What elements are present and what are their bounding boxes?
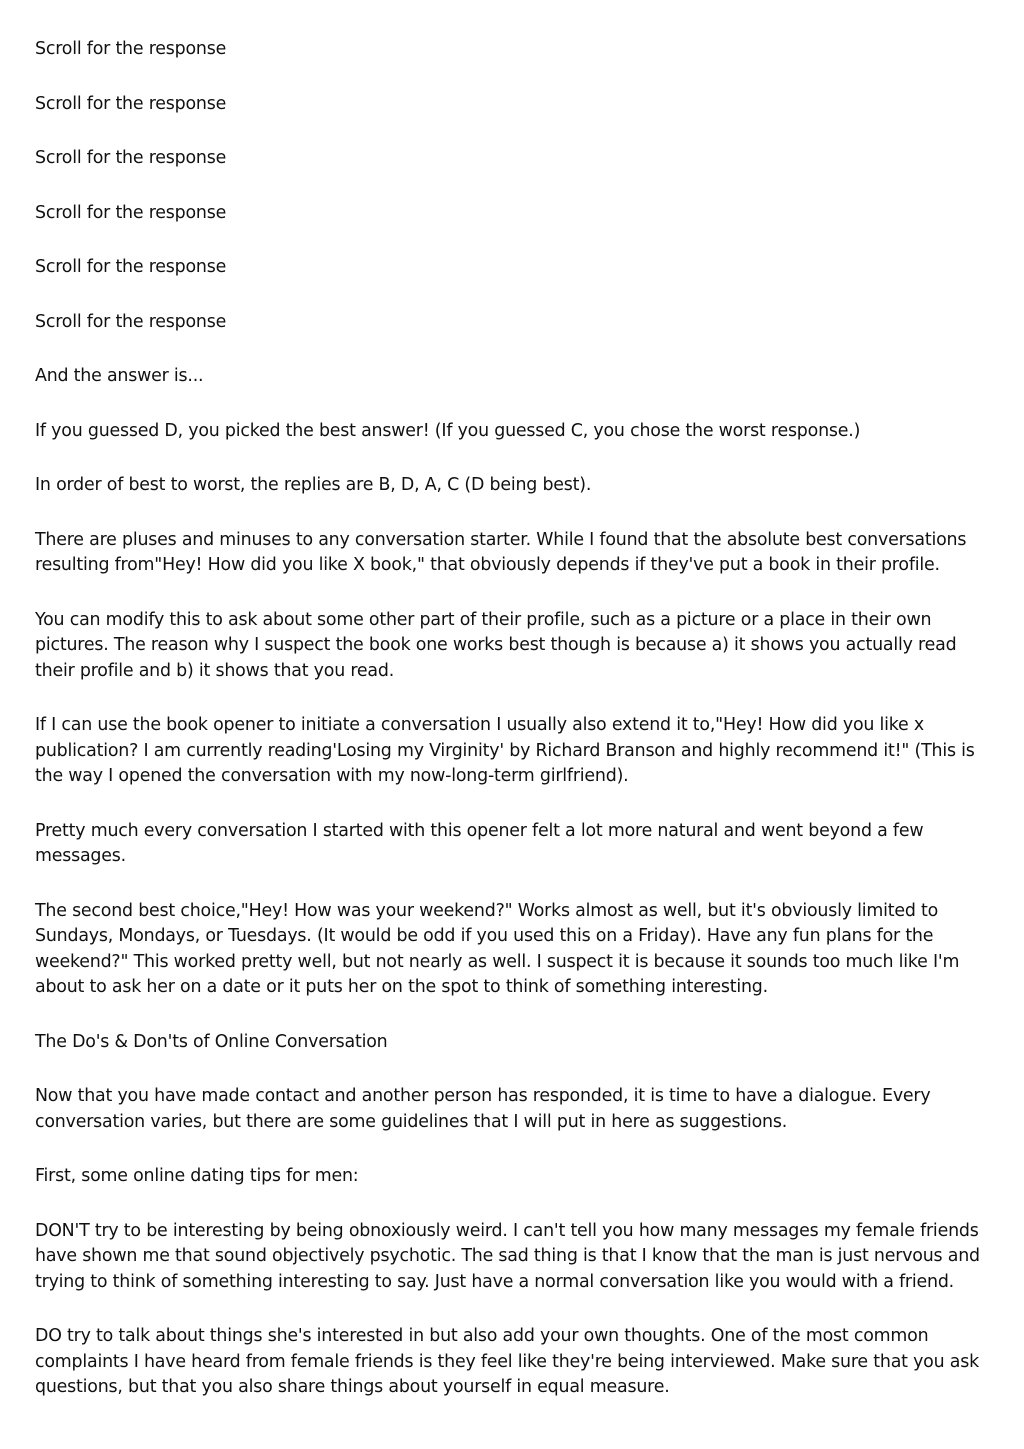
paragraph-second-best: The second best choice,"Hey! How was your weekend?" Works almost as well, but it's obviously limited to Sundays, Mondays, or Tuesdays. (It would be odd if you used this on a Friday). Have any fun plans for the weekend?" This worked pretty well, but not nearly as well. I suspect it is because it sounds too much like I'm about to ask her on a date or it puts her on the spot to think of something interesting. (35, 900, 960, 997)
paragraph-modify-opener: You can modify this to ask about some other part of their profile, such as a picture or a place in their own pictures. The reason why I suspect the book one works best though is because a) it shows you actually read their profile and b) it shows that you read. (35, 609, 957, 681)
scroll-prompt-3: Scroll for the response (35, 148, 227, 168)
scroll-prompt-2: Scroll for the response (35, 93, 227, 114)
paragraph-book-opener: If I can use the book opener to initiate a conversation I usually also extend it to,"Hey! How did you like x publication? I am currently reading'Losing my Virginity' by Richard Branson and highly recommend it!" (This is the way I opened the conversation with my now-long-term girlfriend). (35, 715, 975, 786)
article-body (35, 37, 995, 1430)
paragraph-dont-weird: DON'T try to be interesting by being obnoxiously weird. I can't tell you how many messages my female friends have shown me that sound objectively psychotic. The sad thing is that I know that the man is just nervous and trying to think of something interesting to say. Just have a normal conversation like you would with a friend. (35, 1220, 980, 1292)
paragraph-pluses-minuses: There are pluses and minuses to any conversation starter. While I found that the absolute best conversations resulting from"Hey! How did you like X book," that obviously depends if they've put a book in their profile. (35, 529, 967, 575)
scroll-prompt-5: Scroll for the response (35, 257, 227, 277)
section-heading-dos-donts: The Do's & Don'ts of Online Conversation (35, 1031, 388, 1052)
scroll-prompt-1: Scroll for the response (35, 39, 227, 59)
scroll-prompt-4: Scroll for the response (35, 202, 227, 223)
answer-result: If you guessed D, you picked the best answer! (If you guessed C, you chose the worst response.) (35, 420, 861, 441)
answer-ranking: In order of best to worst, the replies are B, D, A, C (D being best). (35, 475, 592, 495)
paragraph-tips-for-men: First, some online dating tips for men: (35, 1166, 359, 1186)
answer-intro: And the answer is... (35, 366, 204, 386)
paragraph-do-interests: DO try to talk about things she's interested in but also add your own thoughts. One of the most common complaints I have heard from female friends is they feel like they're being interviewed. Make sure that you ask questions, but that you also share things about yourself in equal measure. (35, 1326, 979, 1397)
paragraph-dialogue: Now that you have made contact and another person has responded, it is time to have a dialogue. Every conversation varies, but there are some guidelines that I will put in here as suggestions. (35, 1086, 931, 1132)
paragraph-natural-conversation: Pretty much every conversation I started with this opener felt a lot more natural and went beyond a few messages. (35, 820, 924, 866)
scroll-prompt-6: Scroll for the response (35, 311, 227, 332)
